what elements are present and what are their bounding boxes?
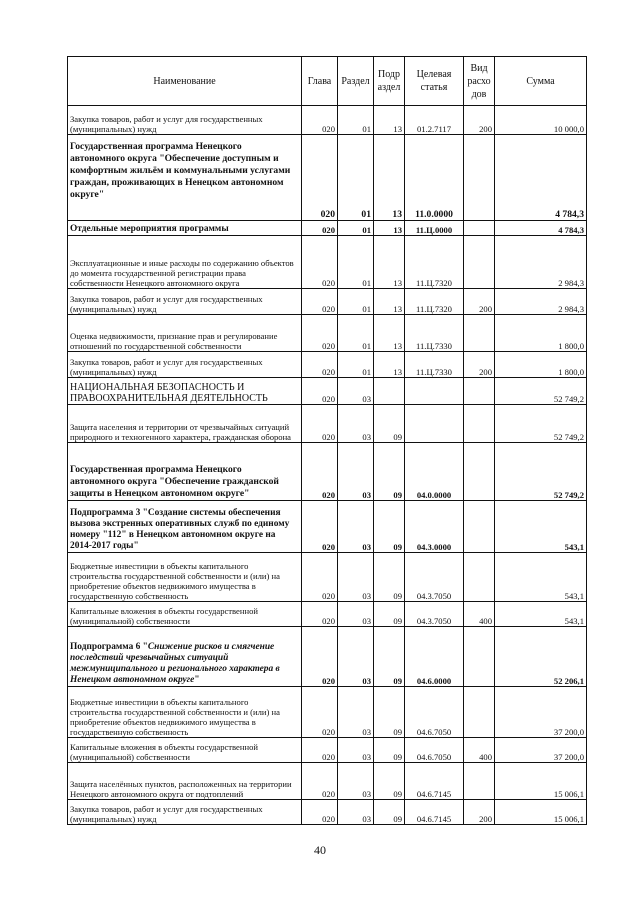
row-podrazdel xyxy=(374,378,405,405)
row-vid: 200 xyxy=(464,289,495,315)
row-summa: 52 749,2 xyxy=(495,443,587,501)
row-summa: 4 784,3 xyxy=(495,221,587,236)
row-glava: 020 xyxy=(302,602,338,627)
row-celevaya: 04.6.7145 xyxy=(405,763,464,800)
row-podrazdel: 09 xyxy=(374,763,405,800)
row-summa: 4 784,3 xyxy=(495,135,587,221)
table-row xyxy=(68,135,587,221)
table-row xyxy=(68,627,587,687)
table-row xyxy=(68,236,587,289)
row-podrazdel: 09 xyxy=(374,687,405,738)
row-vid xyxy=(464,553,495,602)
row-summa: 37 200,0 xyxy=(495,687,587,738)
row-summa: 10 000,0 xyxy=(495,106,587,135)
row-vid xyxy=(464,378,495,405)
row-glava: 020 xyxy=(302,289,338,315)
row-glava: 020 xyxy=(302,405,338,443)
row-vid xyxy=(464,405,495,443)
header-celevaya: Целевая статья xyxy=(405,57,464,106)
row-name: Государственная программа Ненецкого автономного округа "Обеспечение доступным и комфортным жильём и коммунальными услугами граждан, проживающих в Ненецком автономном округе" xyxy=(68,135,302,221)
row-summa: 543,1 xyxy=(495,602,587,627)
row-name: Отдельные мероприятия программы xyxy=(68,221,302,236)
row-podrazdel: 13 xyxy=(374,106,405,135)
header-summa: Сумма xyxy=(495,57,587,106)
table-row xyxy=(68,106,587,135)
row-podrazdel: 09 xyxy=(374,602,405,627)
page-number: 40 xyxy=(314,843,326,857)
header-name: Наименование xyxy=(68,57,302,106)
row-summa: 2 984,3 xyxy=(495,289,587,315)
row-razdel: 03 xyxy=(338,687,374,738)
table-row xyxy=(68,378,587,405)
table-header-row xyxy=(68,57,587,106)
row-summa: 543,1 xyxy=(495,501,587,553)
row-name: Государственная программа Ненецкого автономного округа "Обеспечение гражданской защиты в Ненецком автономном округе" xyxy=(68,443,302,501)
row-podrazdel: 13 xyxy=(374,352,405,378)
table-row xyxy=(68,602,587,627)
header-razdel: Раздел xyxy=(338,57,374,106)
row-vid xyxy=(464,135,495,221)
row-vid: 200 xyxy=(464,106,495,135)
row-glava: 020 xyxy=(302,352,338,378)
row-podrazdel: 09 xyxy=(374,800,405,825)
table-row xyxy=(68,800,587,825)
row-razdel: 03 xyxy=(338,378,374,405)
row-summa: 15 006,1 xyxy=(495,763,587,800)
row-vid xyxy=(464,501,495,553)
row-glava: 020 xyxy=(302,135,338,221)
header-vid: Вид расхо дов xyxy=(464,57,495,106)
row-celevaya: 11.Ц.7320 xyxy=(405,289,464,315)
row-celevaya: 04.6.0000 xyxy=(405,627,464,687)
row-podrazdel: 09 xyxy=(374,738,405,763)
row-glava: 020 xyxy=(302,800,338,825)
row-celevaya: 04.3.7050 xyxy=(405,602,464,627)
row-celevaya: 11.Ц.7320 xyxy=(405,236,464,289)
table-row xyxy=(68,553,587,602)
row-razdel: 03 xyxy=(338,627,374,687)
row-podrazdel: 09 xyxy=(374,501,405,553)
row-summa: 1 800,0 xyxy=(495,352,587,378)
row-vid: 400 xyxy=(464,602,495,627)
budget-table xyxy=(67,56,587,825)
row-razdel: 01 xyxy=(338,352,374,378)
row-name-tail: " xyxy=(194,675,200,685)
row-razdel: 01 xyxy=(338,221,374,236)
row-name: Эксплуатационные и иные расходы по содержанию объектов до момента государственной регистрации права собственности Ненецкого автономного округа xyxy=(68,236,302,289)
row-celevaya: 04.0.0000 xyxy=(405,443,464,501)
table-row xyxy=(68,315,587,352)
row-vid: 200 xyxy=(464,800,495,825)
row-summa: 1 800,0 xyxy=(495,315,587,352)
row-celevaya: 11.Ц.0000 xyxy=(405,221,464,236)
row-vid xyxy=(464,221,495,236)
row-podrazdel: 13 xyxy=(374,236,405,289)
row-name: Бюджетные инвестиции в объекты капитального строительства государственной собственности и (или) на приобретение объектов недвижимого имущества в государственную собственность xyxy=(68,553,302,602)
row-celevaya: 04.6.7145 xyxy=(405,800,464,825)
row-vid xyxy=(464,443,495,501)
row-name: Закупка товаров, работ и услуг для государственных (муниципальных) нужд xyxy=(68,106,302,135)
row-celevaya xyxy=(405,405,464,443)
row-name: Защита населения и территории от чрезвычайных ситуаций природного и техногенного характера, гражданская оборона xyxy=(68,405,302,443)
row-name: Закупка товаров, работ и услуг для государственных (муниципальных) нужд xyxy=(68,352,302,378)
row-glava: 020 xyxy=(302,738,338,763)
row-razdel: 01 xyxy=(338,135,374,221)
row-razdel: 03 xyxy=(338,763,374,800)
row-podrazdel: 13 xyxy=(374,315,405,352)
table-row xyxy=(68,289,587,315)
row-name-lead: Подпрограмма 6 " xyxy=(70,642,148,652)
row-razdel: 01 xyxy=(338,236,374,289)
row-podrazdel: 13 xyxy=(374,135,405,221)
row-name: Защита населённых пунктов, расположенных на территории Ненецкого автономного округа от подтоплений xyxy=(68,763,302,800)
row-vid xyxy=(464,763,495,800)
row-glava: 020 xyxy=(302,501,338,553)
row-summa: 2 984,3 xyxy=(495,236,587,289)
row-name: Оценка недвижимости, признание прав и регулирование отношений по государственной собственности xyxy=(68,315,302,352)
row-vid xyxy=(464,627,495,687)
row-razdel: 03 xyxy=(338,443,374,501)
header-podrazdel: Подр аздел xyxy=(374,57,405,106)
row-vid xyxy=(464,687,495,738)
row-celevaya: 01.2.7117 xyxy=(405,106,464,135)
row-podrazdel: 09 xyxy=(374,443,405,501)
row-razdel: 03 xyxy=(338,602,374,627)
row-podrazdel: 09 xyxy=(374,553,405,602)
row-glava: 020 xyxy=(302,763,338,800)
table-row xyxy=(68,443,587,501)
row-name: Закупка товаров, работ и услуг для государственных (муниципальных) нужд xyxy=(68,800,302,825)
row-summa: 52 749,2 xyxy=(495,405,587,443)
row-name: Подпрограмма 3 "Создание системы обеспечения вызова экстренных оперативных служб по единому номеру "112" в Ненецком автономном округе на 2014-2017 годы" xyxy=(68,501,302,553)
row-celevaya: 11.0.0000 xyxy=(405,135,464,221)
row-name: НАЦИОНАЛЬНАЯ БЕЗОПАСНОСТЬ И ПРАВООХРАНИТЕЛЬНАЯ ДЕЯТЕЛЬНОСТЬ xyxy=(68,378,302,405)
table-row xyxy=(68,763,587,800)
row-razdel: 01 xyxy=(338,289,374,315)
row-vid xyxy=(464,315,495,352)
row-celevaya: 04.3.0000 xyxy=(405,501,464,553)
row-razdel: 03 xyxy=(338,800,374,825)
row-summa: 15 006,1 xyxy=(495,800,587,825)
row-vid: 400 xyxy=(464,738,495,763)
table-row xyxy=(68,501,587,553)
row-name: Капитальные вложения в объекты государственной (муниципальной) собственности xyxy=(68,738,302,763)
row-razdel: 03 xyxy=(338,405,374,443)
row-glava: 020 xyxy=(302,221,338,236)
row-razdel: 03 xyxy=(338,738,374,763)
table-row xyxy=(68,352,587,378)
row-glava: 020 xyxy=(302,315,338,352)
row-glava: 020 xyxy=(302,443,338,501)
row-vid xyxy=(464,236,495,289)
row-summa: 37 200,0 xyxy=(495,738,587,763)
row-glava: 020 xyxy=(302,236,338,289)
row-razdel: 01 xyxy=(338,315,374,352)
table-row xyxy=(68,221,587,236)
row-podrazdel: 13 xyxy=(374,221,405,236)
row-celevaya: 11.Ц.7330 xyxy=(405,315,464,352)
row-podrazdel: 09 xyxy=(374,627,405,687)
row-summa: 543,1 xyxy=(495,553,587,602)
row-name-italic: Снижение рисков и смягчение последствий чрезвычайных ситуаций межмуниципального и регионального характера в Ненецком автономном округе xyxy=(70,642,280,685)
row-glava: 020 xyxy=(302,378,338,405)
row-glava: 020 xyxy=(302,627,338,687)
table-row xyxy=(68,738,587,763)
row-celevaya: 04.6.7050 xyxy=(405,687,464,738)
row-summa: 52 749,2 xyxy=(495,378,587,405)
header-glava: Глава xyxy=(302,57,338,106)
row-name: Бюджетные инвестиции в объекты капитального строительства государственной собственности и (или) на приобретение объектов недвижимого имущества в государственную собственность xyxy=(68,687,302,738)
row-name xyxy=(68,627,302,687)
table-row xyxy=(68,405,587,443)
row-podrazdel: 13 xyxy=(374,289,405,315)
row-glava: 020 xyxy=(302,106,338,135)
row-celevaya xyxy=(405,378,464,405)
row-razdel: 03 xyxy=(338,501,374,553)
row-celevaya: 04.3.7050 xyxy=(405,553,464,602)
row-razdel: 01 xyxy=(338,106,374,135)
row-name: Закупка товаров, работ и услуг для государственных (муниципальных) нужд xyxy=(68,289,302,315)
row-podrazdel: 09 xyxy=(374,405,405,443)
row-razdel: 03 xyxy=(338,553,374,602)
row-summa: 52 206,1 xyxy=(495,627,587,687)
row-name: Капитальные вложения в объекты государственной (муниципальной) собственности xyxy=(68,602,302,627)
table-row xyxy=(68,687,587,738)
row-glava: 020 xyxy=(302,553,338,602)
row-celevaya: 04.6.7050 xyxy=(405,738,464,763)
row-celevaya: 11.Ц.7330 xyxy=(405,352,464,378)
row-glava: 020 xyxy=(302,687,338,738)
row-vid: 200 xyxy=(464,352,495,378)
